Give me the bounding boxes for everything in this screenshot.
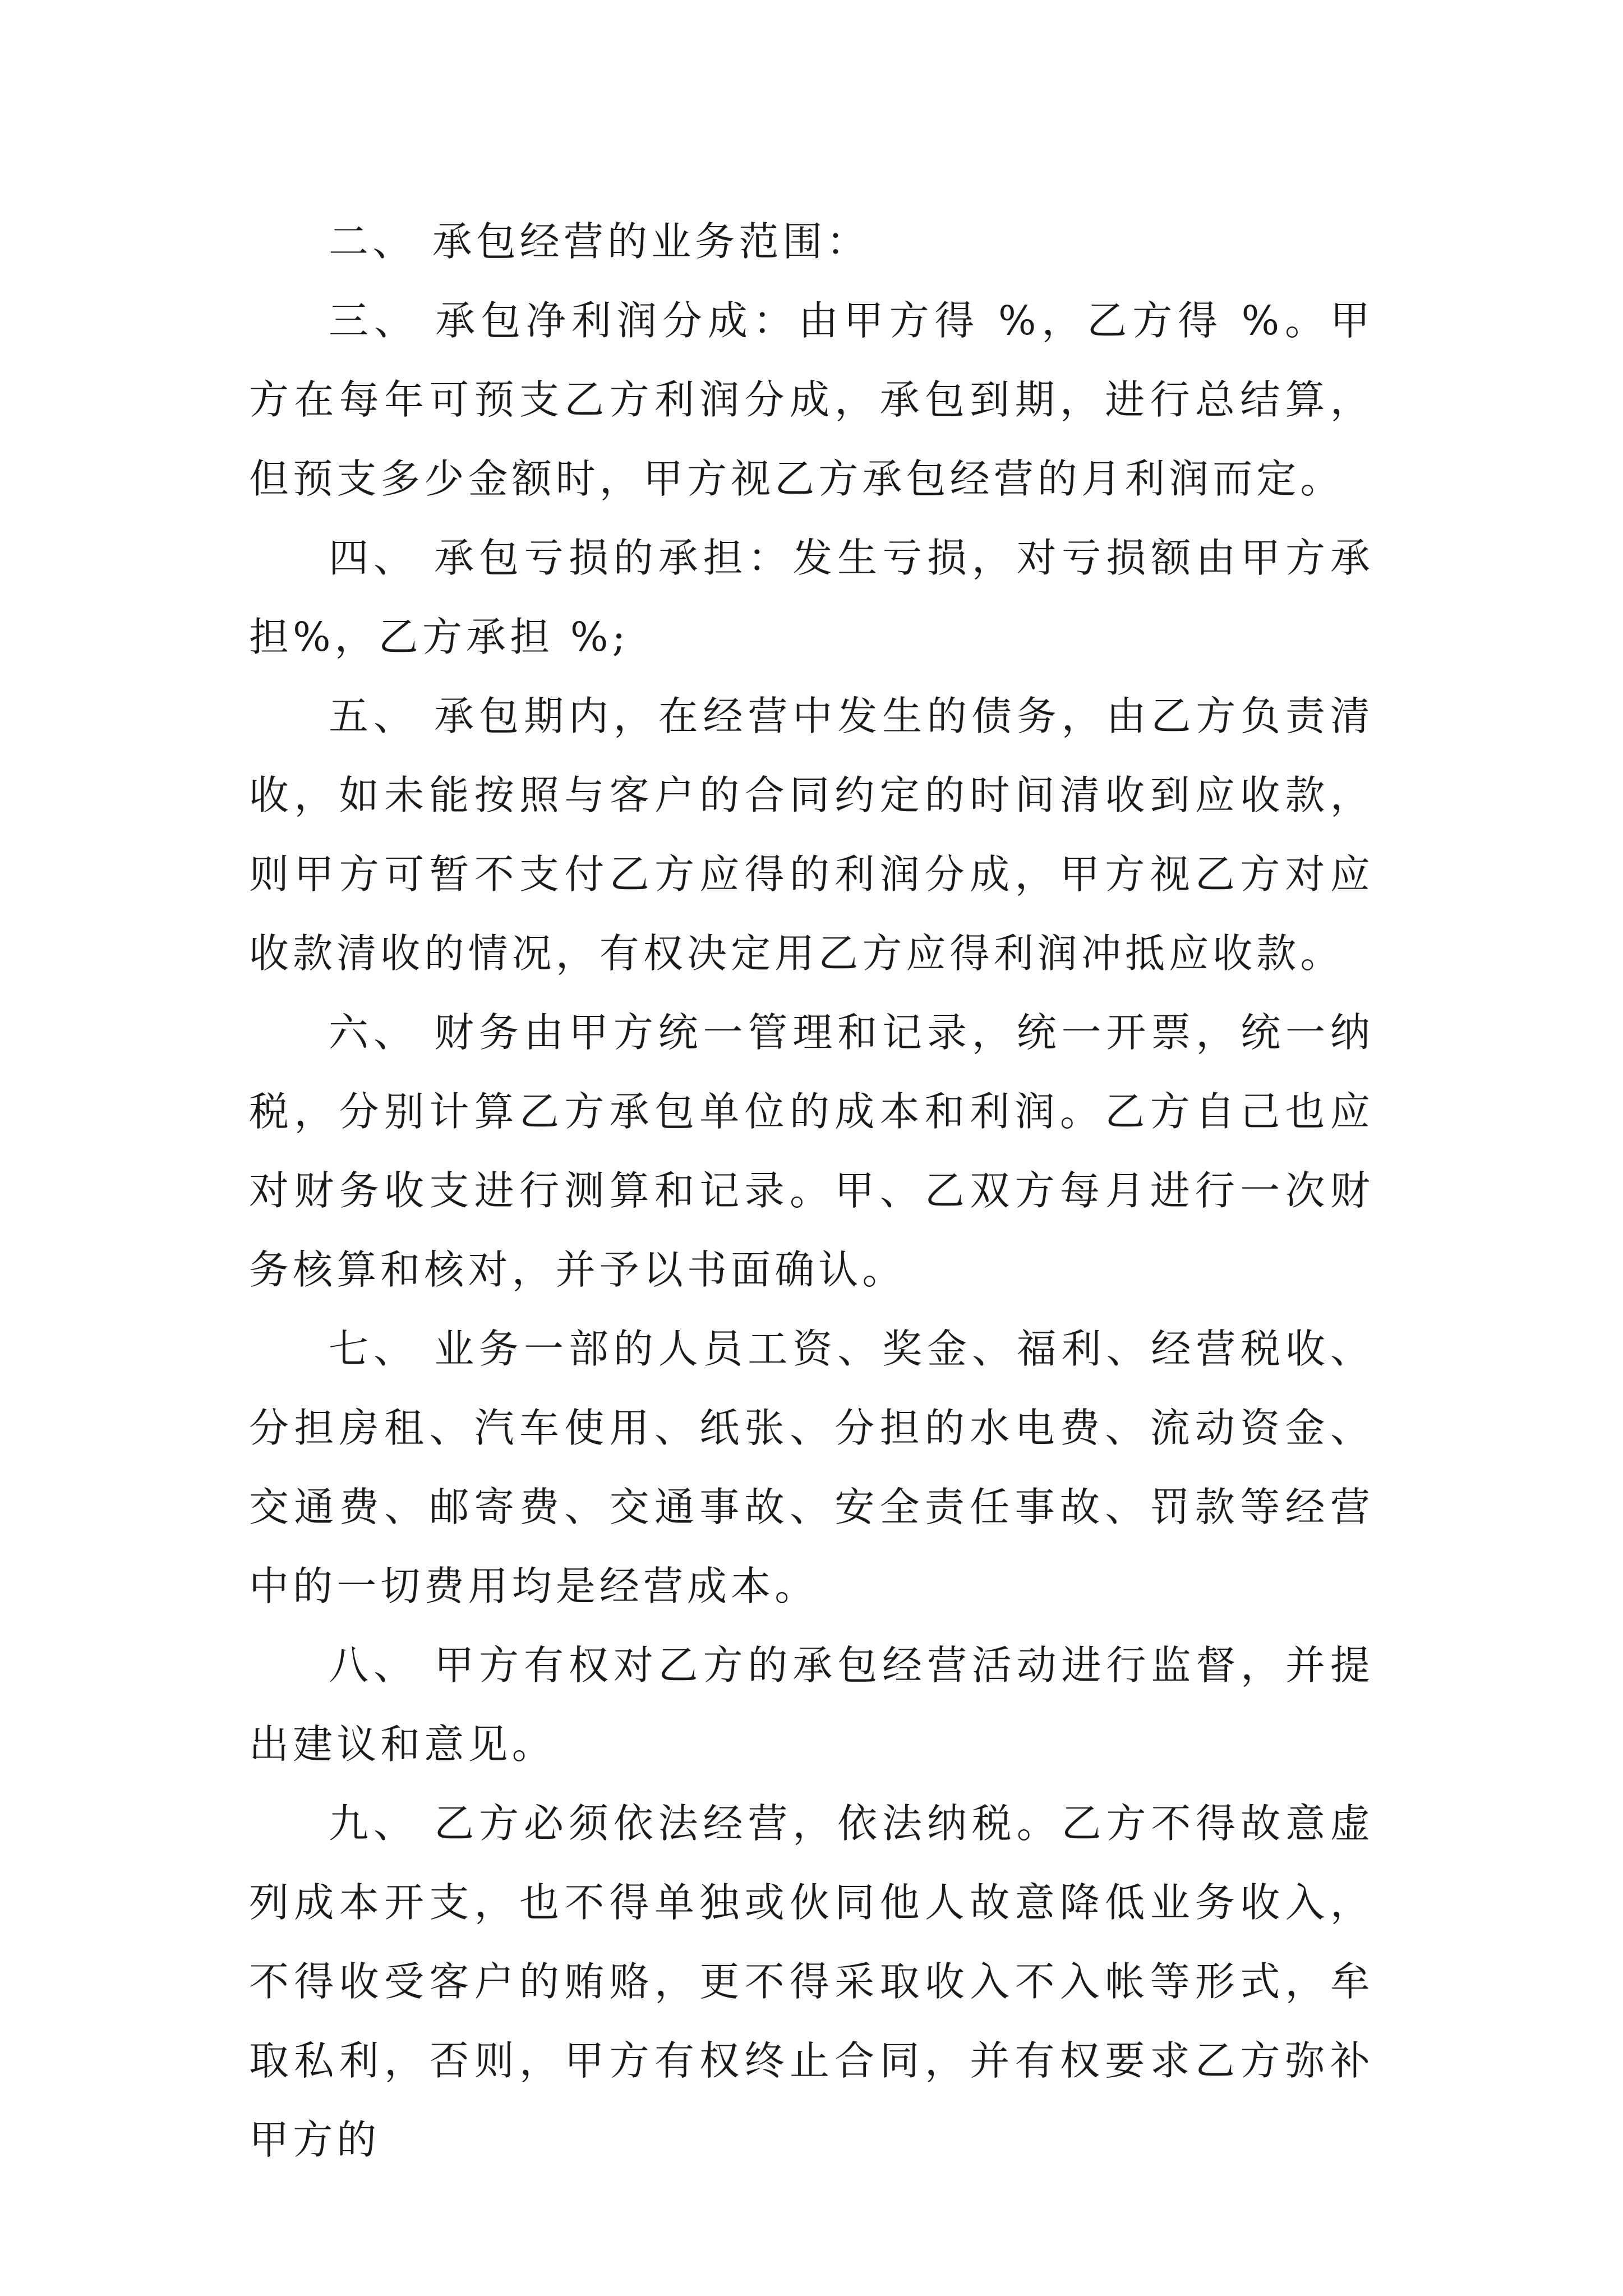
clause-5 <box>249 677 1374 993</box>
clause-text: 承包期内，在经营中发生的债务，由乙方负责清收，如未能按照与客户的合同约定的时间清收到应收款，则甲方可暂不支付乙方应得的利润分成，甲方视乙方对应收款清收的情况，有权决定用乙方应得利润冲抵应收款。 <box>249 693 1374 977</box>
clause-number: 四、 <box>329 535 418 581</box>
clause-4 <box>249 518 1374 677</box>
clause-3 <box>249 281 1374 518</box>
clause-text: 乙方必须依法经营，依法纳税。乙方不得故意虚列成本开支，也不得单独或伙同他人故意降低业务收入，不得收受客户的贿赂，更不得采取收入不入帐等形式，牟取私利，否则，甲方有权终止合同，并有权要求乙方弥补甲方的 <box>249 1800 1374 2163</box>
document-body <box>249 202 1374 2179</box>
clause-number: 二、 <box>329 218 417 265</box>
clause-number: 六、 <box>329 1009 418 1056</box>
clause-8 <box>249 1626 1374 1784</box>
clause-text: 甲方有权对乙方的承包经营活动进行监督，并提出建议和意见。 <box>249 1642 1374 1768</box>
clause-9 <box>249 1784 1374 2179</box>
clause-number: 九、 <box>329 1800 418 1847</box>
clause-6 <box>249 993 1374 1309</box>
clause-text: 承包亏损的承担：发生亏损，对亏损额由甲方承担%，乙方承担 %; <box>249 535 1374 660</box>
clause-text: 财务由甲方统一管理和记录，统一开票，统一纳税，分别计算乙方承包单位的成本和利润。乙方自己也应对财务收支进行测算和记录。甲、乙双方每月进行一次财务核算和核对，并予以书面确认。 <box>249 1009 1374 1293</box>
clause-text: 承包净利润分成：由甲方得 %，乙方得 %。甲方在每年可预支乙方利润分成，承包到期，进行总结算，但预支多少金额时，甲方视乙方承包经营的月利润而定。 <box>249 297 1374 502</box>
clause-2 <box>249 202 1374 281</box>
clause-number: 三、 <box>329 297 419 344</box>
clause-7 <box>249 1309 1374 1626</box>
clause-text: 承包经营的业务范围： <box>432 218 870 265</box>
clause-number: 七、 <box>329 1326 418 1372</box>
clause-number: 八、 <box>329 1642 418 1688</box>
clause-text: 业务一部的人员工资、奖金、福利、经营税收、分担房租、汽车使用、纸张、分担的水电费、流动资金、交通费、邮寄费、交通事故、安全责任事故、罚款等经营中的一切费用均是经营成本。 <box>249 1326 1374 1609</box>
clause-number: 五、 <box>329 693 418 739</box>
